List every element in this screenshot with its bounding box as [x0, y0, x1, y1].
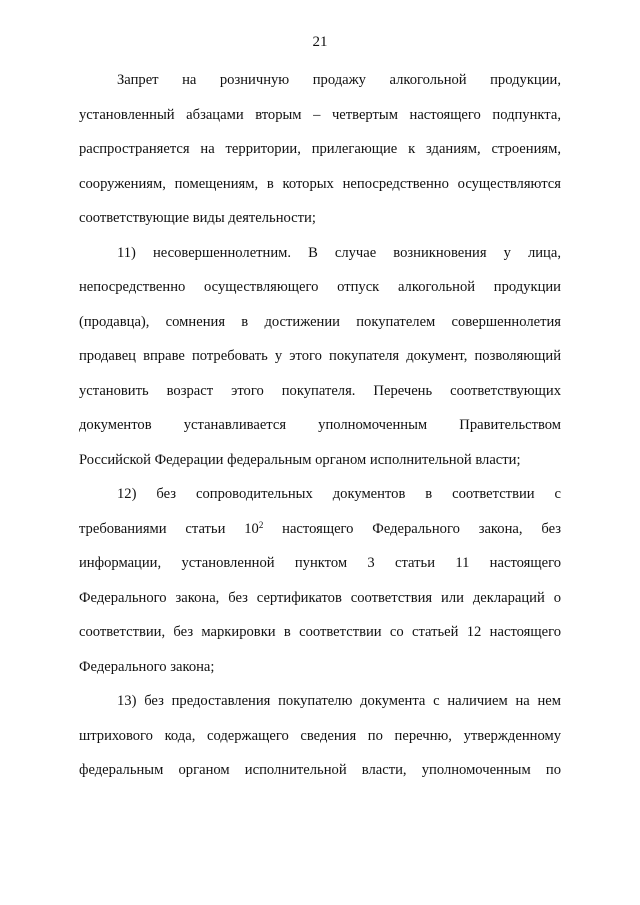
text-line: сооружениям, помещениям, в которых непосредственно осуществляются	[79, 175, 561, 192]
paragraph-prohibition-territory	[79, 63, 561, 236]
paragraph-item-12	[79, 477, 561, 684]
document-body	[79, 63, 561, 788]
text-line: информации, установленной пунктом 3 статьи 11 настоящего	[79, 555, 561, 571]
text-line: документов устанавливается уполномоченным Правительством	[79, 417, 561, 433]
text-line: 13) без предоставления покупателю документа с наличием на нем	[117, 693, 561, 709]
text-line: установленный абзацами вторым – четвертым настоящего подпункта,	[79, 106, 561, 123]
text-line: Федерального закона, без сертификатов соответствия или деклараций о	[79, 589, 561, 606]
text-line: Федерального закона;	[79, 658, 215, 675]
text-line: Запрет на розничную продажу алкогольной продукции,	[117, 72, 561, 88]
paragraph-item-11	[79, 236, 561, 478]
text-line: штрихового кода, содержащего сведения по перечню, утвержденному	[79, 727, 561, 744]
text-line: 11) несовершеннолетним. В случае возникновения у лица,	[117, 244, 561, 261]
text-fragment: требованиями статьи 10	[79, 520, 259, 537]
text-line: установить возраст этого покупателя. Перечень соответствующих	[79, 382, 561, 399]
text-line: Российской Федерации федеральным органом исполнительной власти;	[79, 451, 521, 468]
text-fragment: настоящего Федерального закона, без	[263, 520, 561, 537]
text-line: федеральным органом исполнительной власти, уполномоченным по	[79, 762, 561, 778]
text-line: (продавца), сомнения в достижении покупателем совершеннолетия	[79, 313, 561, 330]
text-line: соответствии, без маркировки в соответствии со статьей 12 настоящего	[79, 624, 561, 640]
text-line: соответствующие виды деятельности;	[79, 210, 316, 226]
paragraph-item-13	[79, 684, 561, 788]
page-number: 21	[312, 34, 328, 50]
superscript: 2	[258, 519, 264, 530]
text-line-with-superscript	[79, 512, 561, 547]
text-line: 12) без сопроводительных документов в соответствии с	[117, 486, 561, 502]
text-line: распространяется на территории, прилегающие к зданиям, строениям,	[79, 141, 561, 157]
text-line: непосредственно осуществляющего отпуск алкогольной продукции	[79, 279, 561, 295]
text-line: продавец вправе потребовать у этого покупателя документ, позволяющий	[79, 348, 561, 364]
